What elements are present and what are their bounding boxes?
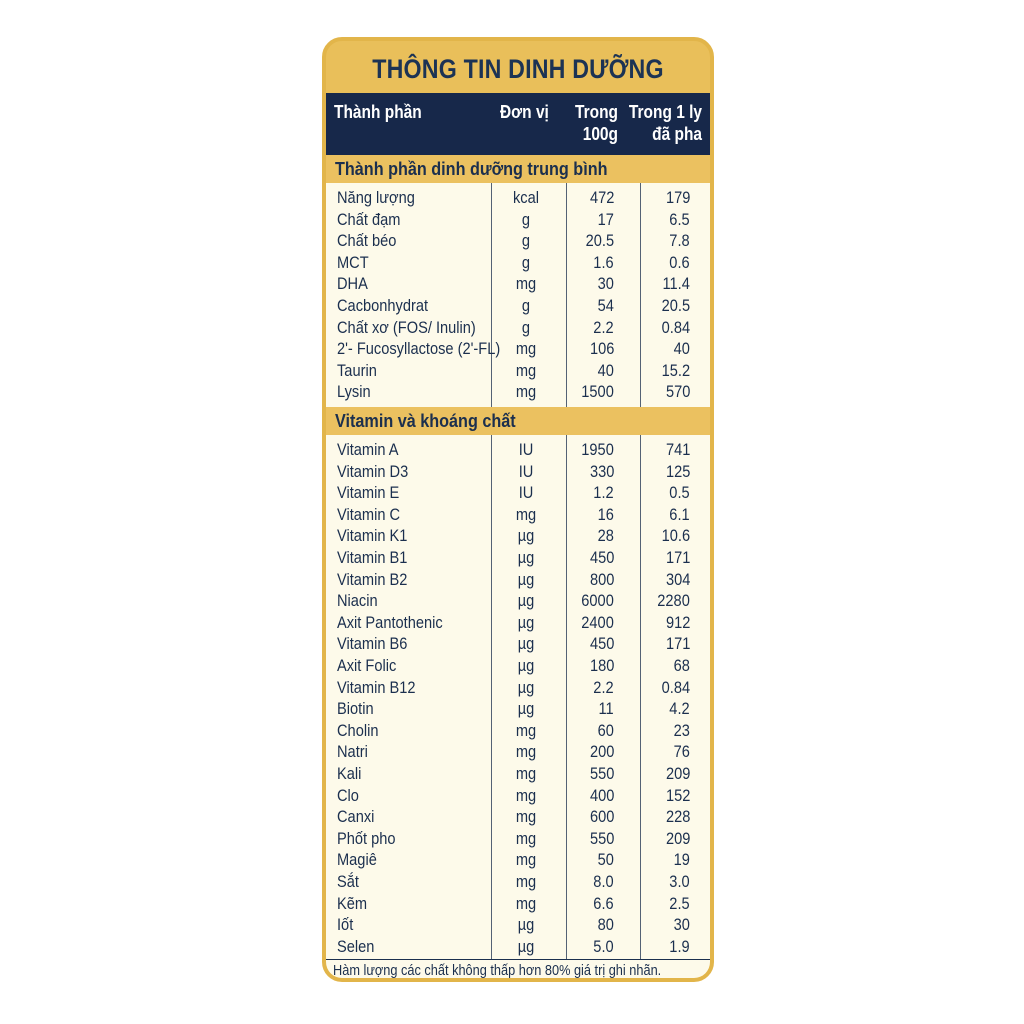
table-row (326, 569, 710, 591)
value-per-cup: 171 (665, 548, 690, 567)
value-per-cup: 209 (665, 828, 690, 848)
value-per-cup: 6.1 (669, 504, 690, 524)
section-header (326, 407, 710, 435)
table-row (326, 785, 710, 807)
value-per-100g: 180 (589, 656, 614, 675)
nutrient-unit: g (521, 231, 531, 251)
nutrient-name: Vitamin B2 (337, 569, 408, 589)
value-per-100g: 60 (597, 720, 614, 740)
value-per-100g: 17 (597, 209, 614, 229)
value-per-cup: 125 (665, 461, 690, 481)
table-row (326, 893, 710, 915)
value-per-100g: 50 (597, 850, 614, 870)
table-row (326, 871, 710, 893)
nutrient-name: Axit Pantothenic (337, 612, 443, 632)
nutrient-unit: mg (515, 893, 537, 913)
value-per-100g: 450 (589, 548, 614, 567)
value-per-100g: 20.5 (585, 231, 614, 251)
nutrient-name: Chất xơ (FOS/ Inulin) (337, 317, 476, 337)
table-row (326, 741, 710, 763)
value-per-100g: 6.6 (593, 893, 614, 913)
value-per-cup: 0.84 (661, 317, 690, 337)
nutrient-name: Kẽm (337, 893, 368, 913)
table-row (326, 612, 710, 634)
nutrient-name: Sắt (337, 872, 359, 891)
nutrient-unit: µg (517, 677, 535, 697)
value-per-cup: 2280 (657, 591, 690, 611)
table-row (326, 482, 710, 504)
value-per-100g: 472 (589, 188, 614, 207)
nutrient-name: Phốt pho (337, 828, 396, 848)
nutrient-name: Kali (337, 764, 362, 783)
table-row (326, 720, 710, 742)
nutrient-name: Biotin (337, 699, 374, 719)
nutrient-unit: IU (518, 440, 534, 459)
value-per-cup: 2.5 (669, 893, 690, 913)
value-per-cup: 152 (665, 785, 690, 805)
value-per-100g: 28 (597, 526, 614, 546)
header-per100-line2: 100g (582, 124, 618, 144)
table-row (326, 187, 710, 209)
value-per-100g: 550 (589, 828, 614, 848)
header-per100 (575, 101, 618, 145)
header-unit: Đơn vị (500, 102, 549, 122)
footnote (326, 959, 710, 982)
section-body (326, 183, 710, 407)
table-row (326, 381, 710, 403)
nutrient-unit: g (521, 296, 531, 315)
nutrient-name: Vitamin A (337, 440, 399, 459)
value-per-100g: 200 (589, 742, 614, 762)
nutrient-name: Chất đạm (337, 209, 401, 229)
value-per-100g: 1.6 (593, 252, 614, 272)
table-row (326, 525, 710, 547)
value-per-100g: 2.2 (593, 317, 614, 337)
nutrient-name: 2'- Fucosyllactose (2'-FL) (337, 339, 501, 359)
value-per-100g: 550 (589, 764, 614, 783)
table-row (326, 461, 710, 483)
table-row (326, 849, 710, 871)
section-title: Vitamin và khoáng chất (335, 411, 516, 431)
table-row (326, 252, 710, 274)
nutrient-unit: µg (517, 936, 535, 956)
nutrient-unit: mg (515, 720, 537, 740)
value-per-100g: 1950 (581, 440, 614, 459)
value-per-cup: 171 (665, 634, 690, 654)
value-per-100g: 800 (589, 569, 614, 589)
table-row (326, 360, 710, 382)
nutrient-unit: mg (515, 872, 537, 891)
nutrient-unit: µg (517, 699, 535, 719)
nutrient-unit: g (521, 317, 531, 337)
nutrient-name: Lysin (337, 382, 371, 402)
nutrient-name: Selen (337, 936, 375, 956)
nutrient-name: Vitamin C (337, 504, 401, 524)
value-per-cup: 19 (673, 850, 690, 870)
footnote-text: Hàm lượng các chất không thấp hơn 80% giá trị ghi nhãn. (333, 963, 662, 979)
value-per-cup: 4.2 (669, 699, 690, 719)
value-per-cup: 741 (665, 440, 690, 459)
section-header (326, 155, 710, 183)
table-row (326, 504, 710, 526)
value-per-cup: 30 (673, 915, 690, 935)
table-row (326, 230, 710, 252)
nutrient-unit: g (521, 252, 531, 272)
section-title: Thành phần dinh dưỡng trung bình (335, 159, 608, 179)
value-per-cup: 3.0 (669, 872, 690, 891)
nutrient-unit: mg (515, 742, 537, 762)
table-row (326, 209, 710, 231)
value-per-100g: 1500 (581, 382, 614, 402)
nutrient-unit: g (521, 209, 531, 229)
nutrient-unit: mg (515, 382, 537, 402)
value-per-cup: 6.5 (669, 209, 690, 229)
nutrient-name: Magiê (337, 850, 377, 870)
value-per-cup: 179 (665, 188, 690, 207)
value-per-100g: 1.2 (593, 483, 614, 503)
table-row (326, 547, 710, 569)
table-row (326, 338, 710, 360)
value-per-100g: 2400 (581, 612, 614, 632)
table-row (326, 936, 710, 958)
value-per-100g: 450 (589, 634, 614, 654)
value-per-cup: 0.5 (669, 483, 690, 503)
value-per-100g: 6000 (581, 591, 614, 611)
nutrient-unit: µg (517, 548, 535, 567)
nutrient-name: Vitamin K1 (337, 526, 408, 546)
table-row (326, 914, 710, 936)
header-per-cup-line2: đã pha (652, 124, 702, 144)
nutrition-label-card (322, 37, 714, 982)
table-row (326, 295, 710, 317)
nutrient-unit: mg (515, 850, 537, 870)
nutrient-name: Vitamin D3 (337, 461, 409, 481)
table-row (326, 763, 710, 785)
nutrient-unit: mg (515, 764, 537, 783)
nutrient-name: Cacbonhydrat (337, 296, 429, 315)
nutrient-unit: µg (517, 591, 535, 611)
value-per-100g: 16 (597, 504, 614, 524)
table-row (326, 439, 710, 461)
nutrient-unit: mg (515, 828, 537, 848)
nutrient-name: Niacin (337, 591, 378, 611)
header-per-cup (629, 101, 702, 145)
header-name: Thành phần (334, 102, 422, 122)
table-row (326, 698, 710, 720)
value-per-cup: 40 (673, 339, 690, 359)
nutrient-unit: µg (517, 569, 535, 589)
nutrient-name: Vitamin B6 (337, 634, 408, 654)
nutrient-name: Axit Folic (337, 656, 397, 675)
table-row (326, 655, 710, 677)
nutrient-unit: mg (515, 274, 537, 294)
value-per-100g: 80 (597, 915, 614, 935)
value-per-100g: 30 (597, 274, 614, 294)
value-per-cup: 0.6 (669, 252, 690, 272)
nutrient-unit: µg (517, 915, 535, 935)
value-per-100g: 2.2 (593, 677, 614, 697)
value-per-cup: 68 (673, 656, 690, 675)
nutrient-name: DHA (337, 274, 368, 294)
value-per-cup: 570 (665, 382, 690, 402)
nutrient-unit: mg (515, 504, 537, 524)
value-per-100g: 400 (589, 785, 614, 805)
table-row (326, 828, 710, 850)
nutrient-name: Cholin (337, 720, 379, 740)
nutrient-name: Taurin (337, 360, 377, 380)
nutrient-name: Chất béo (337, 231, 397, 251)
nutrient-name: Iốt (337, 915, 354, 935)
nutrient-name: Vitamin E (337, 483, 400, 503)
table-row (326, 677, 710, 699)
value-per-100g: 54 (597, 296, 614, 315)
nutrient-name: Canxi (337, 807, 375, 827)
nutrient-unit: µg (517, 656, 535, 675)
value-per-cup: 912 (665, 612, 690, 632)
nutrient-unit: µg (517, 612, 535, 632)
table-row (326, 317, 710, 339)
table-row (326, 633, 710, 655)
value-per-100g: 330 (589, 461, 614, 481)
value-per-cup: 7.8 (669, 231, 690, 251)
nutrient-name: Năng lượng (337, 188, 415, 207)
value-per-cup: 228 (665, 807, 690, 827)
value-per-100g: 600 (589, 807, 614, 827)
nutrient-name: Natri (337, 742, 368, 762)
nutrient-unit: kcal (512, 188, 539, 207)
header-per100-line1: Trong (575, 102, 618, 122)
nutrient-unit: mg (515, 339, 537, 359)
nutrient-unit: µg (517, 526, 535, 546)
nutrient-unit: IU (518, 483, 534, 503)
value-per-100g: 106 (589, 339, 614, 359)
value-per-cup: 1.9 (669, 936, 690, 956)
nutrient-unit: mg (515, 785, 537, 805)
table-row (326, 806, 710, 828)
label-title: THÔNG TIN DINH DƯỠNG (372, 54, 664, 84)
table-row (326, 273, 710, 295)
nutrient-unit: mg (515, 807, 537, 827)
nutrient-name: MCT (337, 252, 369, 272)
value-per-100g: 40 (597, 360, 614, 380)
nutrient-unit: mg (515, 360, 537, 380)
nutrient-name: Clo (337, 785, 359, 805)
value-per-cup: 76 (673, 742, 690, 762)
value-per-cup: 10.6 (661, 526, 690, 546)
value-per-cup: 209 (665, 764, 690, 783)
value-per-cup: 11.4 (662, 274, 690, 294)
value-per-cup: 304 (665, 569, 690, 589)
section-body (326, 435, 710, 961)
value-per-100g: 11 (598, 699, 614, 719)
value-per-100g: 5.0 (593, 936, 614, 956)
header-per-cup-line1: Trong 1 ly (628, 102, 702, 122)
nutrient-name: Vitamin B1 (337, 548, 408, 567)
value-per-cup: 20.5 (661, 296, 690, 315)
table-row (326, 590, 710, 612)
nutrient-name: Vitamin B12 (337, 677, 416, 697)
nutrient-unit: IU (518, 461, 534, 481)
value-per-100g: 8.0 (593, 872, 614, 891)
nutrient-unit: µg (517, 634, 535, 654)
value-per-cup: 23 (673, 720, 690, 740)
value-per-cup: 0.84 (661, 677, 690, 697)
value-per-cup: 15.2 (661, 360, 690, 380)
